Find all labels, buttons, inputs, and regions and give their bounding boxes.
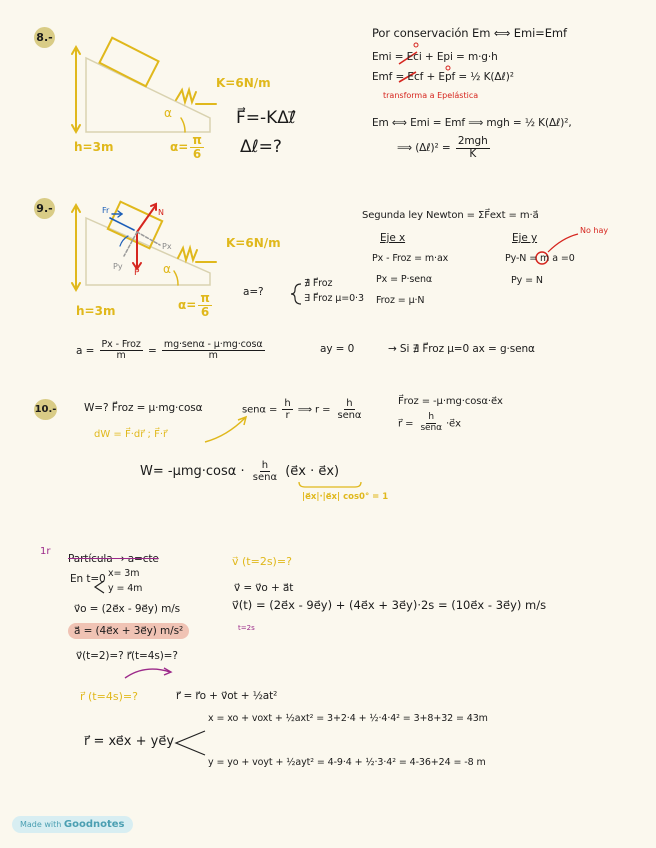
p10-sin-num: h [284,398,291,409]
p9-f2-num: mg·senα - μ·mg·cosα [163,339,263,350]
p11-initial-velocity: v⃗o = (2e⃗x - 9e⃗y) m/s [74,603,181,615]
p9-spring-constant: K=6N/m [226,236,281,250]
problem-9-number-text: 9.- [36,202,53,215]
p8-line-5-den: K [469,147,477,160]
p9-angle-eq: α= [178,298,197,313]
p9-f1-den: m [116,350,126,362]
p10-position-vector [398,413,461,434]
p11-velocity-result: v⃗(t) = (2e⃗x - 9e⃗y) + (4e⃗x + 3e⃗y)·2s = (10e⃗x - 3e⃗y) m/s [232,598,547,612]
p11-x-calculation: x = xo + voxt + ½axt² = 3+2·4 + ½·4·4² = 3+8+32 = 43m [208,713,488,724]
p9-x-eq-3: Froz = μ·N [376,295,425,306]
p8-line-5 [397,136,492,160]
p10-rvec-lhs: r⃗ = [398,418,414,430]
p8-line-5-num: 2mgh [457,135,488,147]
p8-angle-den: 6 [192,147,202,162]
p9-brace-case-2: ∃ F⃗roz μ=0·3 [304,293,364,304]
goodnotes-watermark [12,816,133,833]
p8-angle-value [170,134,206,161]
p8-angle-num: π [192,133,202,147]
p9-a-eq: a = [76,344,95,357]
p8-incline-diagram [72,38,216,132]
p11-position-definition: r⃗ = xe⃗x + ye⃗y [84,734,175,749]
p11-velocity-question: v⃗ (t=2s)=? [232,555,292,568]
p9-angle-num: π [200,291,210,305]
p10-work-dot-product: (e⃗x · e⃗x) [285,464,340,479]
p9-no-hay-note: No hay [580,226,609,235]
p9-angle-den: 6 [200,305,210,320]
p11-y-calculation: y = yo + voyt + ½ayt² = 4-9·4 + ½·3·4² = 4-36+24 = -8 m [208,757,486,768]
p8-angle-eq: α= [170,140,189,155]
p9-axis-x-header: Eje x [380,232,406,244]
problem-9-number [34,198,55,219]
p11-questions: v⃗(t=2)=? r⃗(t=4s)=? [76,650,178,662]
p9-height-label: h=3m [76,304,116,318]
p10-sin-lhs: senα = [242,404,278,416]
p9-y-eq-1 [505,253,575,264]
problem-8-number [34,27,55,48]
p9-brace-case-1: ∄ F⃗roz [304,278,333,289]
problem-10-number [34,399,57,420]
p9-x-eq-1: Px - Froz = m·ax [372,253,449,264]
p11-y0: y = 4m [108,583,143,594]
p9-y-eq-2: Py = N [511,275,543,286]
p9-frictionless-case: → Si ∄ F⃗roz μ=0 ax = g·senα [388,343,535,355]
p9-y-eq-1-a: a [552,253,558,264]
p10-work-question: W=? F⃗roz = μ·mg·cosα [84,402,203,414]
p8-height-label: h=3m [74,140,114,154]
p9-px-label: Px [162,242,172,251]
problem-8-number-text: 8.- [36,31,53,44]
p11-t2s-note: t=2s [238,624,255,632]
p10-work-lhs: W= -μmg·cosα · [140,464,245,479]
problem-11-number: 1r [40,546,51,557]
p8-alpha-label: α [164,106,172,120]
problem-10-number-text: 10.- [34,404,57,415]
p10-rvec-den: senα [420,422,442,433]
p10-rvec-unit: ·e⃗x [445,418,461,430]
p9-alpha-label: α [163,262,171,276]
p9-a-question: a=? [243,286,264,298]
p9-y-eq-1-rhs: =0 [560,253,575,264]
p9-newton-law: Segunda ley Newton = ΣF⃗ext = m·a⃗ [362,210,539,221]
p8-line-2: Emi = Eci + Epi = m·g·h [372,51,498,63]
p8-line-4: Em ⟺ Emi = Emf ⟹ mgh = ½ K(Δℓ)², [372,117,572,129]
p10-rvec-num: h [428,412,434,422]
p9-x-eq-2: Px = P·senα [376,274,433,285]
p8-spring-constant: K=6N/m [216,76,271,90]
p8-delta-l-question: Δℓ=? [240,137,282,157]
p9-incline-diagram [72,202,216,290]
p9-f2-den: m [208,350,218,362]
p10-work-den: senα [252,472,278,483]
p11-x0: x= 3m [108,568,140,579]
p10-implies-r: ⟹ r = [297,404,331,416]
p10-sin-relation [242,398,365,421]
p11-velocity-equation: v⃗ = v⃗o + a⃗t [234,582,294,594]
p10-r-den: senα [337,410,362,421]
p9-axis-y-header: Eje y [512,232,538,244]
watermark-made-with: Made with [20,820,62,829]
p9-normal-label: N [158,208,164,217]
watermark-brand: Goodnotes [63,819,125,830]
p10-r-num: h [346,398,353,409]
p9-weight-label: P [134,268,140,278]
p11-position-question: r⃗ (t=4s)=? [80,690,138,703]
p10-work-definition: dW = F⃗·dr⃗ ; F⃗·r⃗ [94,429,168,440]
p11-particle: Partícula → a=cte [68,553,159,565]
p10-friction-vector: F⃗roz = -μ·mg·cosα·e⃗x [398,396,503,407]
p9-f1-num: Px - Froz [101,339,141,350]
p11-acceleration-highlight: a⃗ = (4e⃗x + 3e⃗y) m/s² [68,623,189,639]
p11-initial-time: En t=0 [70,573,106,585]
p8-line-5-lhs: ⟹ (Δℓ)² = [397,142,451,155]
p9-angle-value [178,292,214,319]
p9-eq-sign: = [147,344,157,357]
p10-work-num: h [261,460,269,471]
p9-py-label: Py [113,262,123,271]
p9-ay-zero: ay = 0 [320,343,355,355]
p8-red-note: transforma a Epelástica [383,91,479,100]
p10-sin-den: r [285,410,290,421]
p11-position-equation: r⃗ = r⃗o + v⃗ot + ½at² [176,690,278,702]
p9-friction-label: Fr [102,206,110,215]
p9-acceleration-formula [76,340,267,362]
p8-line-1: Por conservación Em ⟺ Emi=Emf [372,26,567,40]
p8-line-3: Emf = Ecf + Epf = ½ K(Δℓ)² [372,71,514,83]
p9-y-eq-1-lhs: Py-N = m [505,253,550,264]
p10-work-result [140,460,339,483]
p10-magnitude-note: |e⃗x|·|e⃗x| cos0° = 1 [302,492,389,502]
p8-hooke-law: F⃗=-KΔℓ⃗ [236,108,296,128]
